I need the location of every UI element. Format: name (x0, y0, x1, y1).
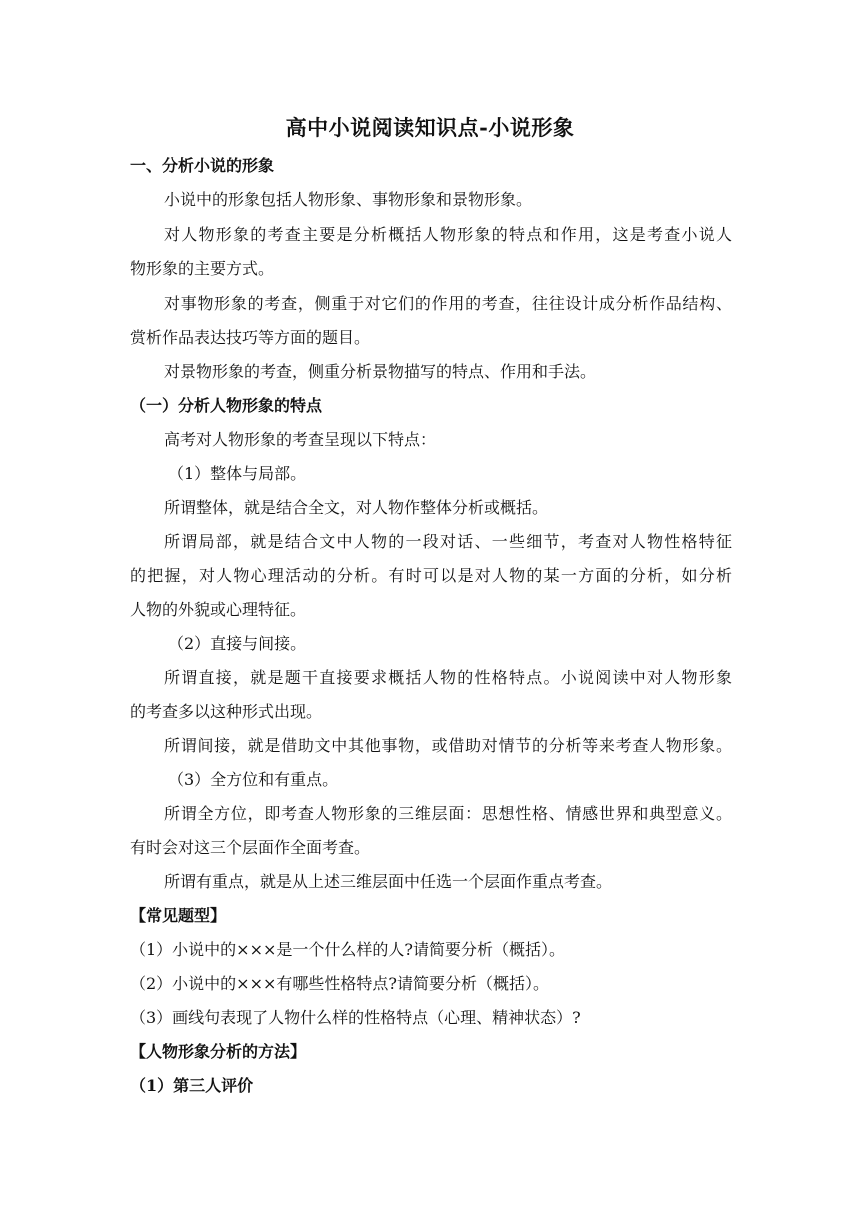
paragraph-object-line2: 赏析作品表达技巧等方面的题目。 (130, 328, 371, 347)
paragraph-direct-line1: 所谓直接，就是题干直接要求概括人物的性格特点。小说阅读中对人物形象 (164, 668, 732, 687)
document-title: 高中小说阅读知识点-小说形象 (285, 115, 575, 140)
paragraph-indirect: 所谓间接，就是借助文中其他事物，或借助对情节的分析等来考查人物形象。 (164, 736, 732, 755)
paragraph-scenery: 对景物形象的考查，侧重分析景物描写的特点、作用和手法。 (164, 362, 597, 381)
item-heading-direct-indirect: （2）直接与间接。 (168, 634, 307, 653)
paragraph-focus: 所谓有重点，就是从上述三维层面中任选一个层面作重点考查。 (164, 872, 613, 891)
heading-analysis-methods: 【人物形象分析的方法】 (130, 1042, 307, 1061)
paragraph-part-line2: 的把握，对人物心理活动的分析。有时可以是对人物的某一方面的分析，如分析 (130, 566, 732, 585)
paragraph-part-line3: 人物的外貌或心理特征。 (130, 600, 307, 619)
question-item-3: （3）画线句表现了人物什么样的性格特点（心理、精神状态）? (130, 1008, 581, 1027)
method-heading-third-person: （1）第三人评价 (130, 1076, 254, 1095)
section-heading-analyze-image: 一、分析小说的形象 (130, 156, 275, 175)
paragraph-direct-line2: 的考查多以这种形式出现。 (130, 702, 323, 721)
paragraph-whole: 所谓整体，就是结合全文，对人物作整体分析或概括。 (164, 498, 549, 517)
paragraph-part-line1: 所谓局部，就是结合文中人物的一段对话、一些细节，考查对人物性格特征 (164, 532, 732, 551)
paragraph-image-types: 小说中的形象包括人物形象、事物形象和景物形象。 (164, 190, 533, 209)
paragraph-comprehensive-line2: 有时会对这三个层面作全面考查。 (130, 838, 371, 857)
paragraph-exam-features: 高考对人物形象的考查呈现以下特点： (164, 430, 437, 449)
subsection-heading-character-traits: （一）分析人物形象的特点 (130, 396, 323, 415)
paragraph-character-line2: 物形象的主要方式。 (130, 259, 275, 278)
heading-common-question-types: 【常见题型】 (130, 906, 227, 925)
item-heading-comprehensive-focus: （3）全方位和有重点。 (168, 770, 339, 789)
paragraph-comprehensive-line1: 所谓全方位，即考查人物形象的三维层面：思想性格、情感世界和典型意义。 (164, 804, 732, 823)
question-item-1: （1）小说中的×××是一个什么样的人?请简要分析（概括）。 (130, 940, 565, 959)
item-heading-whole-part: （1）整体与局部。 (168, 464, 307, 483)
question-item-2: （2）小说中的×××有哪些性格特点?请简要分析（概括）。 (130, 974, 549, 993)
paragraph-character-line1: 对人物形象的考查主要是分析概括人物形象的特点和作用，这是考查小说人 (164, 225, 732, 244)
paragraph-object-line1: 对事物形象的考查，侧重于对它们的作用的考查，往往设计成分析作品结构、 (164, 294, 732, 313)
